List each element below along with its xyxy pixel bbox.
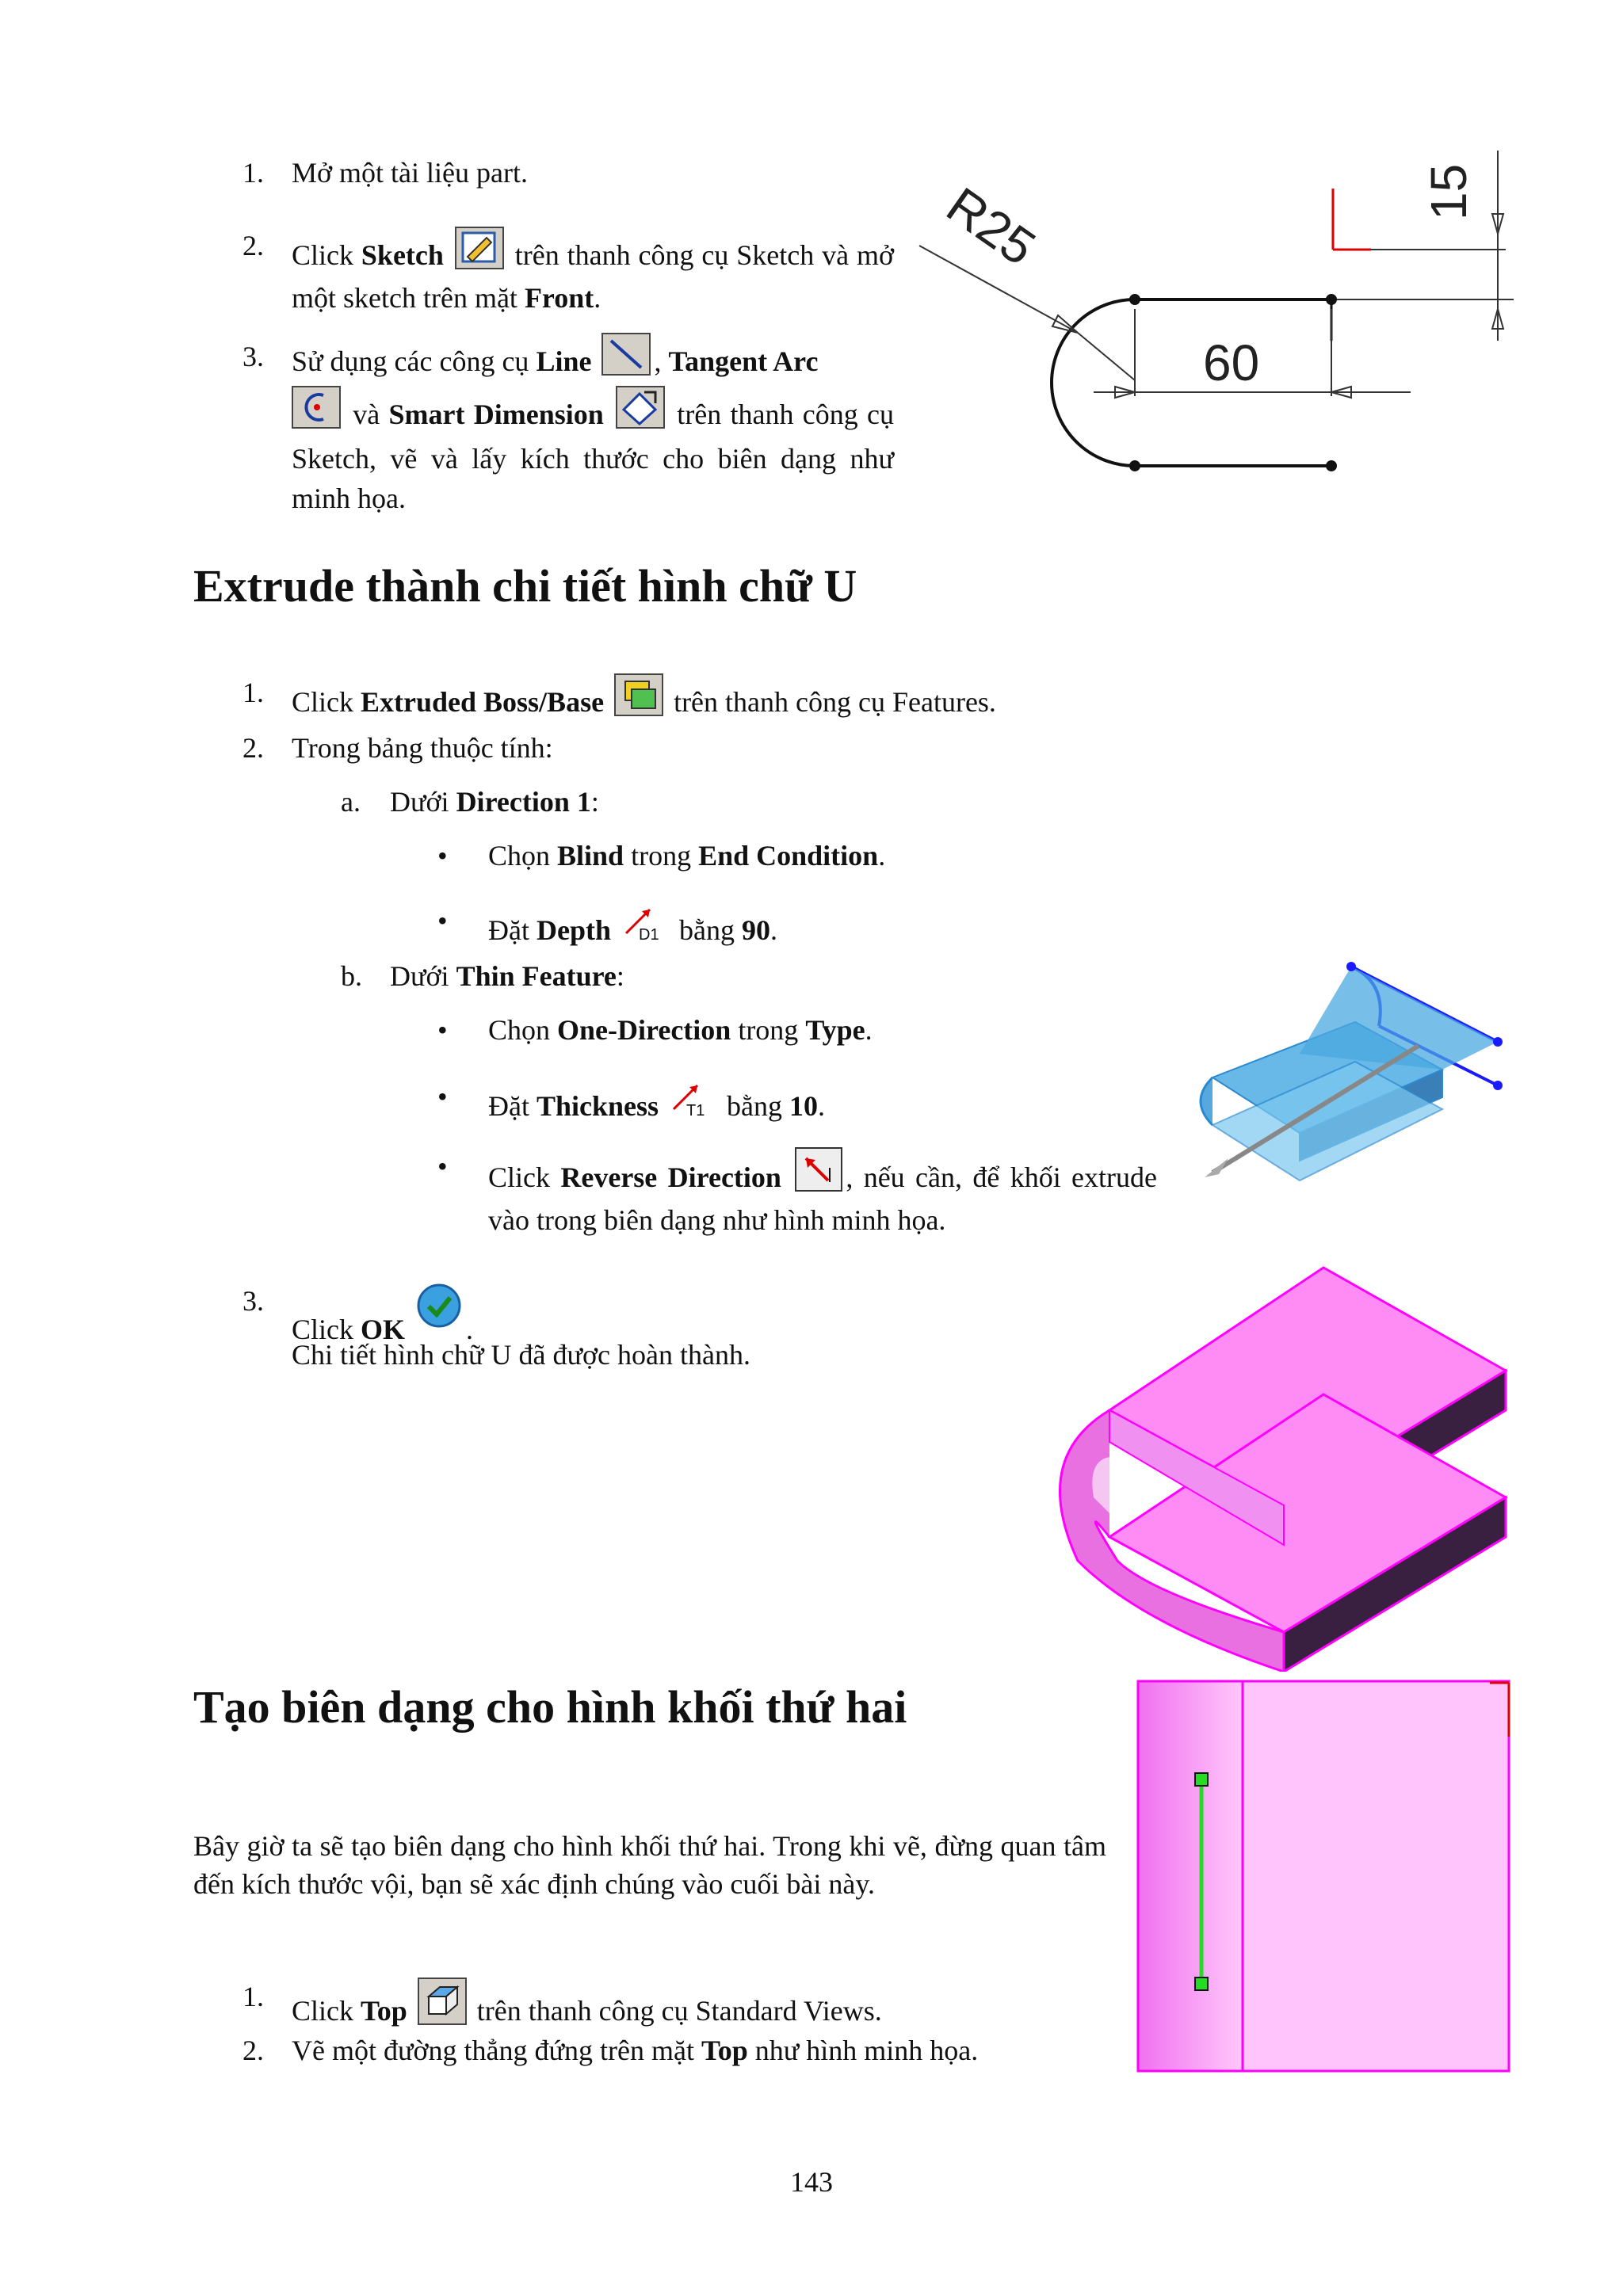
preview-vertex bbox=[1346, 962, 1356, 971]
list-number: 3. bbox=[242, 341, 264, 372]
bullet: • bbox=[437, 905, 448, 936]
step-draw-vertical-line: Vẽ một đường thẳng đứng trên mặt Top như hình minh họa. bbox=[292, 2035, 979, 2066]
list-number: 3. bbox=[242, 1285, 264, 1317]
preview-arrowhead bbox=[1205, 1158, 1228, 1177]
sub-direction1: Dưới Direction 1: bbox=[390, 786, 599, 818]
extruded-boss-icon[interactable] bbox=[614, 673, 663, 726]
preview-vertex bbox=[1493, 1081, 1503, 1090]
sketch-point bbox=[1129, 460, 1140, 471]
dim-15-label: 15 bbox=[1420, 163, 1477, 220]
list-number: 1. bbox=[242, 1981, 264, 2012]
step-draw-profile: Sử dụng các công cụ Line , Tangent Arc và Smart Dimension trên thanh công cụ Sketch, vẽ và lấy kích thước cho biên dạng như minh họa. bbox=[292, 333, 894, 518]
intro-paragraph: Bây giờ ta sẽ tạo biên dạng cho hình khối thứ hai. Trong khi vẽ, đừng quan tâm đến kích thước vội, bạn sẽ xác định chúng vào cuối bài này. bbox=[193, 1830, 1106, 1900]
list-letter: b. bbox=[341, 960, 362, 992]
sketch-point bbox=[1326, 460, 1337, 471]
bullet-thickness: Đặt Thickness T1 bằng 10. bbox=[488, 1077, 825, 1130]
sketch-point bbox=[1129, 294, 1140, 305]
thin-extrude-preview bbox=[1181, 951, 1514, 1220]
step-click-top: Click Top trên thanh công cụ Standard Views. bbox=[292, 1978, 882, 2035]
sketch-icon[interactable] bbox=[455, 227, 504, 279]
line-endpoint bbox=[1195, 1773, 1208, 1786]
step-open-part: Mở một tài liệu part. bbox=[292, 157, 528, 189]
step-property-manager: Trong bảng thuộc tính: bbox=[292, 732, 553, 764]
line-endpoint bbox=[1195, 1978, 1208, 1990]
top-view-icon[interactable] bbox=[418, 1978, 467, 2035]
bend-region bbox=[1138, 1681, 1243, 2071]
ok-check-icon[interactable] bbox=[415, 1282, 463, 1339]
page-number: 143 bbox=[790, 2166, 833, 2198]
section-heading-second-profile: Tạo biên dạng cho hình khối thứ hai bbox=[193, 1681, 907, 1733]
depth-icon[interactable] bbox=[621, 902, 669, 954]
u-part-complete-text: Chi tiết hình chữ U đã được hoàn thành. bbox=[292, 1339, 750, 1371]
svg-text:D1: D1 bbox=[639, 926, 659, 944]
reverse-direction-icon[interactable] bbox=[795, 1147, 842, 1201]
sub-thin-feature: Dưới Thin Feature: bbox=[390, 960, 624, 992]
list-number: 2. bbox=[242, 732, 264, 764]
dim-r25-label: R25 bbox=[936, 176, 1046, 277]
smart-dimension-icon[interactable] bbox=[616, 386, 665, 439]
step-click-ok: Click OK . bbox=[292, 1282, 473, 1348]
u-profile-sketch bbox=[911, 151, 1522, 499]
bullet: • bbox=[437, 1014, 448, 1046]
tangent-arc-icon[interactable] bbox=[292, 386, 341, 439]
bullet-depth: Đặt Depth D1 bằng 90. bbox=[488, 902, 777, 954]
radius-leader bbox=[1078, 333, 1135, 380]
list-letter: a. bbox=[341, 786, 361, 818]
list-number: 1. bbox=[242, 677, 264, 708]
preview-upper-face bbox=[1300, 967, 1498, 1070]
list-number: 2. bbox=[242, 2035, 264, 2066]
step-extruded-boss: Click Extruded Boss/Base trên thanh công cụ Features. bbox=[292, 673, 1163, 726]
thickness-icon[interactable] bbox=[669, 1077, 716, 1130]
list-number: 2. bbox=[242, 230, 264, 261]
line-icon[interactable] bbox=[601, 333, 651, 386]
step-click-sketch: Click Sketch trên thanh công cụ Sketch và mở một sketch trên mặt Front. bbox=[292, 227, 894, 317]
bullet-reverse-direction: Click Reverse Direction , nếu cần, để khối extrude vào trong biên dạng như hình minh họa. bbox=[488, 1147, 1157, 1239]
bullet-blind: Chọn Blind trong End Condition. bbox=[488, 840, 886, 871]
svg-text:T1: T1 bbox=[686, 1102, 705, 1119]
bullet: • bbox=[437, 1150, 448, 1182]
bullet: • bbox=[437, 840, 448, 871]
preview-vertex bbox=[1493, 1037, 1503, 1047]
list-number: 1. bbox=[242, 157, 264, 189]
bullet-one-direction: Chọn One-Direction trong Type. bbox=[488, 1014, 873, 1046]
section-heading-extrude: Extrude thành chi tiết hình chữ U bbox=[193, 560, 857, 612]
dim-60-label: 60 bbox=[1203, 334, 1260, 391]
preview-curve bbox=[1201, 1077, 1212, 1125]
top-view-sketch bbox=[1135, 1678, 1512, 2074]
bullet: • bbox=[437, 1081, 448, 1112]
u-part-3d bbox=[1030, 1260, 1522, 1672]
sketch-point bbox=[1326, 294, 1337, 305]
